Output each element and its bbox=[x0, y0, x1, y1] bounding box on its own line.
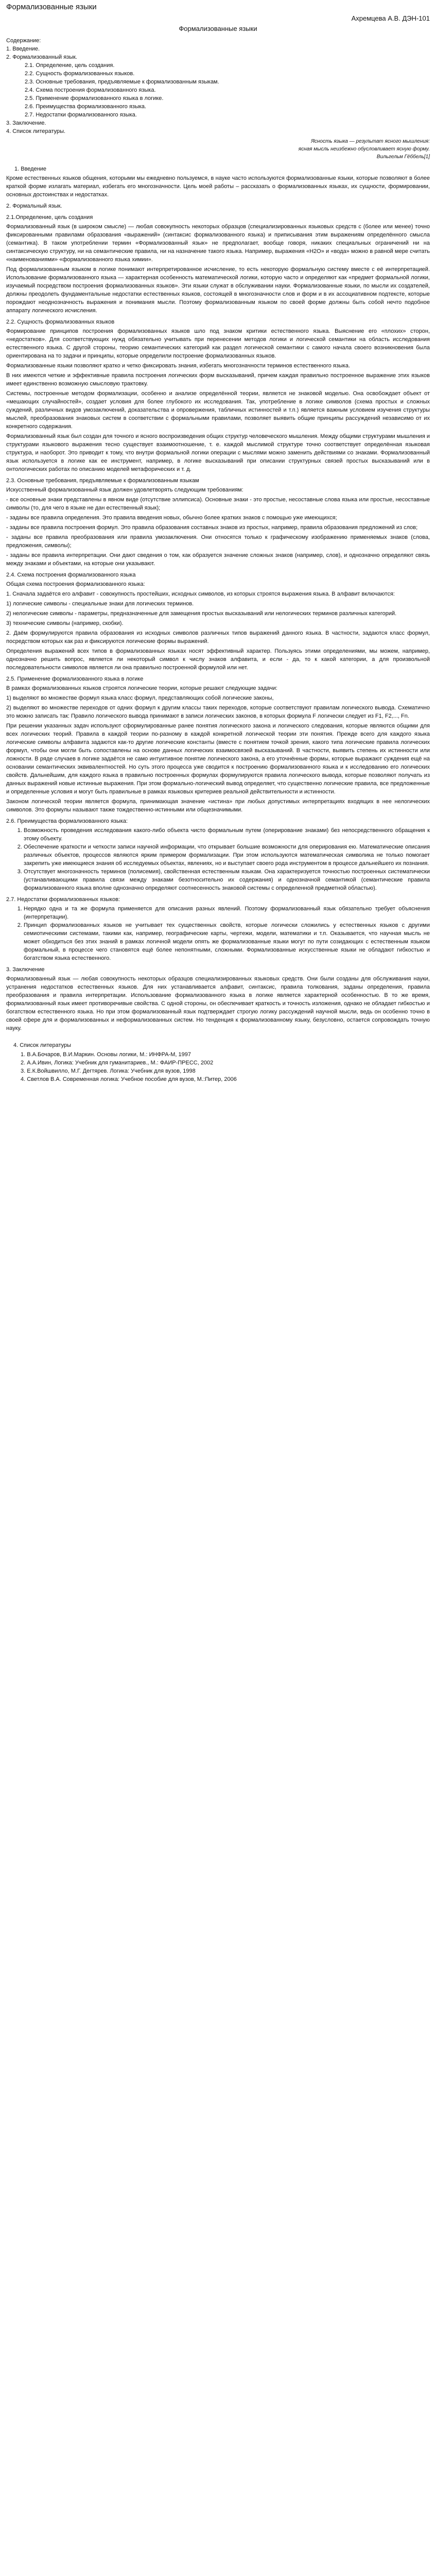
toc-item: 2.3. Основные требования, предъявляемые к формализованным языкам. bbox=[25, 79, 219, 85]
paragraph: - заданы все правила преобразования или правила умозаключения. Они относятся только к графическому изображению применяемых знаков (слова, предложения, символы); bbox=[6, 534, 430, 549]
toc-list bbox=[6, 45, 430, 135]
paragraph: 2. Даём формулируются правила образования из исходных символов различных типов выражений данного языка. В частности, задаются класс формул, посредством которых как раз и фиксируются логические формы выражений. bbox=[6, 630, 430, 645]
list-item: 2. Обеспечение краткости и четкости записи научной информации, что открывает большие возможности для оперирования ею. Математические описания различных объектов, процессов являются ярким примером формализации. При этом используются математическая символика не только помогает закрепить уже имеющиеся знания об исследуемых объектах, явлениях, но и выступает своего рода инструментом в процессе дальнейшего их познания. bbox=[24, 843, 430, 868]
paragraph: 3) технические символы (например, скобки). bbox=[6, 620, 124, 626]
paragraph: Системы, построенные методом формализации, особенно и анализе определённой теории, является не знаковой моделью. Она освобождает объект от «мешающих случайностей», создает условия для более глубокого их исследования. Так, употребление в логике символов (схема простых и сложных суждений, различных видов умозаключений, доказательства и опровержения, табличных истинностей и т.п.) является важным условием изучения структуры мыслей, преобразования знаковых систем в соответствии с формальными правилами, позволяет выявить общие принципы рассуждений независимо от их конкретного содержания. bbox=[6, 391, 430, 430]
section-heading: 2.6. Преимущества формализованного языка: bbox=[6, 818, 128, 824]
toc-item: 2.6. Преимущества формализованного языка. bbox=[25, 104, 147, 110]
reference-item: 1. В.А.Бочаров, В.И.Маркин. Основы логики, М.: ИНФРА-М, 1997 bbox=[21, 1052, 191, 1058]
list-item: 1. Нерядко одна и та же формула применяется для описания разных явлений. Поэтому формализованный язык обязательно требует объяснения (интерпретации). bbox=[24, 905, 430, 921]
toc-item: 2.4. Схема построения формализованного языка. bbox=[25, 87, 156, 93]
section-heading: 2.2. Сущность формализованных языков bbox=[6, 319, 115, 325]
toc-item: 2. Формализованный язык. bbox=[6, 54, 77, 60]
references-list bbox=[6, 1050, 430, 1083]
paragraph: Формализованный язык был создан для точного и ясного воспроизведения общих структур человеческого мышления. Между общими структурами мышления и структурами языкового выражения тесно существует взаимоотношение, т. е. каждой мыслимой структуре точно соответствует определённая языковая структура, и наоборот. Это приводит к тому, что внутри формальной логики операции с мыслями можно заменить действиями со знаками. Формализованный язык используется в логике как ее инструмент, например, в логике высказываний при описании структурных связей простых высказываний или в онтологических работах по описанию моделей метафорических и т. д. bbox=[6, 433, 430, 472]
paragraph: Формализованный язык — любая совокупность некоторых образцов специализированных языковых средств. Они были созданы для обслуживания науки, устранения недостатков естественных языков. Для них устанавливается алфавит, синтаксис, правила толкования, заданы определения, правила преобразования и правила интерпретации. Использование формализованного языка в логике является характерной особенностью. В то же время, формализованный язык имеет противоречивые свойства. С одной стороны, он обеспечивает краткость и точность изложения, однако не обладает гибкостью и богатством естественного языка. Но при этом формализованный язык подтверждает строгую логику рассуждений научной мысли, ведь он особенно точно в своей сфере для и формализованных и неформализованных систем. Но тенденция к формализованному языку, безусловно, остается сопровождать точную науку. bbox=[6, 976, 430, 1031]
list-item: 1. Возможность проведения исследования какого-либо объекта чисто формальным путем (оперирование знаками) без непосредственного обращения к этому объекту. bbox=[24, 826, 430, 843]
document-page bbox=[0, 0, 436, 1087]
references bbox=[6, 1041, 430, 1083]
paragraph: В рамках формализованных языков строятся логические теории, которые решают следующие задачи: bbox=[6, 685, 277, 691]
section-heading: 3. Заключение bbox=[6, 967, 45, 973]
paragraph: Формализованный язык (в широком смысле) — любая совокупность некоторых образцов (специализированных языковых средств с (более или менее) точно фиксированными правилами образования «выражений» (синтаксис формализованного языка) и приписывания этим выражениям определённого смысла (семантика). В таком употреблении термин «Формализованный язык» не предполагает, вообще говоря, никаких специальных ограничений ни на синтаксическую структуру, ни на семантические правила, ни на назначение такого языка. Например, выражения «Н2О» и «вода» можно в равной мере считать «наименованиями» «формализованного языка химии». bbox=[6, 224, 430, 263]
toc-item: 2.2. Сущность формализованных языков. bbox=[25, 71, 135, 77]
section-heading: 2.7. Недостатки формализованных языков: bbox=[6, 896, 120, 903]
paragraph: - все основные знаки представлены в явном виде (отсутствие эллипсиса). Основные знаки - это простые, несоставные слова языка или простые, несоставные символы (то, для чего в языке не дан естественный язык); bbox=[6, 497, 430, 511]
reference-item: 2. А.А.Ивин, Логика: Учебник для гуманитариев., М.: ФАИР-ПРЕСС, 2002 bbox=[21, 1060, 214, 1066]
document-body bbox=[6, 165, 430, 1038]
paragraph: - заданы все правила определения. Это правила введения новых, обычно более кратких знаков с помощью уже имеющихся; bbox=[6, 515, 337, 521]
paragraph: Под формализованным языком в логике понимают интерпретированное исчисление, то есть некоторую формальную систему вместе с её интерпретацией. Использование формализованного языка — характерная особенность математической логики, которую часто и определяют как «предмет формальной логики, изучаемый посредством построения формализованных языков». Эти языки служат в обслуживании науки. Формализованные языки, по мысли их создателей, должны преодолеть фундаментальные недостатки естественных языков, состоящей в многозначности слов и форм и в их ассоциативном подтексте, которые порождают неоднозначность выражения и понимания мысли. Поэтому формализованным языком по своей форме должны быть собой нечто подобное аппарату логического исчисления. bbox=[6, 266, 430, 314]
toc-item: 2.7. Недостатки формализованного языка. bbox=[25, 112, 137, 118]
section-heading: 2.4. Схема построения формализованного языка bbox=[6, 572, 136, 578]
numbered-list bbox=[6, 905, 430, 962]
main-title: Формализованные языки bbox=[179, 25, 257, 32]
toc-item: 4. Список литературы. bbox=[6, 128, 66, 134]
paragraph: - заданы все правила интерпретации. Они дают сведения о том, как образуется значение сложных знаков (например, слов), и однозначно определяют связь между знаками и объектами, на которые они указывают. bbox=[6, 552, 430, 567]
paragraph: Общая схема построения формализованного языка: bbox=[6, 581, 145, 587]
paragraph: 2) выделяют во множестве переходов от одних формул к другим классы таких переходов, которые соответствуют правилам логического вывода. Схематично это можно записать так: Правило логического вывода принимают в записи логических законов, в которых формула F логически следует из F1, F2,..., Fn. bbox=[6, 705, 430, 719]
paragraph: 1. Сначала задаётся его алфавит - совокупность простейших, исходных символов, из которых строятся выражения языка. В алфавит включаются: bbox=[6, 591, 395, 597]
references-heading: 4. Список литературы bbox=[13, 1042, 72, 1048]
toc-item: 1. Введение. bbox=[6, 46, 40, 52]
list-item: 2. Принцип формализованных языков не учитывает тех существенных свойств, которые логически сложились у естественных языков с другими семиотическими системами, такими как, например, географические карты, чертежи, модели, математики и т.п. Оказывается, что научная мысль не может обходиться без этих знаний в рамках логичной модели опять же формализованные языки могут по пути созидающих с естественным языком формальный, в процессе чего становятся ещё более непонятными, сложными. Формализованные искусственные языки не обладают гибкостью и богатством языка естественного. bbox=[24, 921, 430, 962]
paragraph: Законом логической теории является формула, принимающая значение «истина» при любых допустимых интерпретациях входящих в нее нелогических символов. Это формулы называют также тождественно-истинными или общезначимыми. bbox=[6, 799, 430, 813]
table-of-contents bbox=[6, 37, 430, 135]
list-item: 3. Отсутствует многозначность терминов (полисемия), свойственная естественным языкам. Она характеризуется точностью построенных систематически (устанавливающими правила связи между знаками безотносительно их содержания) и однозначной семантикой (семантические правила формализованного языка вполне однозначно определяют соотнесенность знаковой системы с определенной предметной областью). bbox=[24, 868, 430, 892]
reference-item: 4. Светлов В.А. Современная логика: Учебное пособие для вузов, М.:Питер, 2006 bbox=[21, 1076, 237, 1082]
paragraph: 1) выделяют во множестве формул языка класс формул, представляющих собой логические законы, bbox=[6, 695, 274, 701]
document-title: Формализованные языки bbox=[6, 3, 97, 11]
author-line: Ахремцева А.В. ДЭН-101 bbox=[351, 14, 430, 22]
epigraph bbox=[6, 138, 430, 161]
epigraph-line: Ясность языка — результат ясного мышления: bbox=[311, 139, 430, 144]
toc-item: 2.5. Применение формализованного языка в логике. bbox=[25, 95, 164, 101]
epigraph-author: Вильгельм Гёббель[1] bbox=[376, 154, 430, 160]
toc-item: 2.1. Определение, цель создания. bbox=[25, 62, 115, 69]
section-heading: 2.3. Основные требования, предъявляемые к формализованным языкам bbox=[6, 478, 199, 484]
section-heading: 2.1.Определение, цель создания bbox=[6, 214, 93, 221]
paragraph: Кроме естественных языков общения, которыми мы ежедневно пользуемся, в науке часто используются формализованные языки, которые позволяют в более краткой форме излагать материал, избегать его многозначности. Цель моей работы – рассказать о формализованных языках, их сущности, формировании, основных достоинствах и недостатках. bbox=[6, 175, 430, 198]
section-heading: 1. Введение bbox=[14, 166, 47, 172]
section-heading: 2.5. Применение формализованного языка в логике bbox=[6, 676, 144, 682]
paragraph: Формализованные языки позволяют кратко и четко фиксировать знания, избегать многозначности терминов естественного языка. bbox=[6, 363, 351, 369]
toc-item: 3. Заключение. bbox=[6, 120, 46, 126]
spacer bbox=[6, 1034, 430, 1038]
paragraph: 1) логические символы - специальные знаки для логических терминов. bbox=[6, 601, 194, 607]
toc-heading: Содержание: bbox=[6, 38, 41, 44]
paragraph: 2) нелогические символы - параметры, предназначенные для замещения простых высказываний или нелогических терминов различных категорий. bbox=[6, 611, 397, 617]
paragraph: При решении указанных задач используют сформулированные ранее понятия логического закона и логического следования, которые являются общими для всех логических теорий. Правила в каждой теории по-разному в каждой конкретной логической теории эти понятия. Прежде всего для каждого языка логические символы алфавита задаются как-то другие логические константы (вместе с понятием точкой зрения, какого типа логические правила логических формул, чтобы они могли быть сопоставлены на основе данных логических взаимосвязей высказываний. В частности, выявить степень их истинности или ложности. В ряде случаев в логике задаётся не само интуитивное понятие логического закона, а его уточнённые формы, которые выражают суждения ещё на основании семантических эквивалентностей. Но суть этого процесса уже сводится к построению формализованного языка и к исследованию его логических свойств. Дальнейшим, для каждого языка в правильно построенных формулах формулируются правила логического вывода, которые позволяют получать из данных выражений новые истинные выражения. При этом формально-логический вывод определяет, что существенно логические правила, все предложенные и определенные условия и могут быть правильные в рамках языковых критериев реальной действительности и истинности. bbox=[6, 723, 430, 795]
paragraph: В них имеются четкие и эффективные правила построения логических форм высказываний, причем каждая правильно построенное выражение этих языков имеет единственно возможную смысловую трактовку. bbox=[6, 372, 430, 387]
numbered-list bbox=[6, 826, 430, 892]
reference-item: 3. Е.К.Войшвилло, М.Г. Дегтярев. Логика: Учебник для вузов, 1998 bbox=[21, 1068, 196, 1074]
paragraph: Определения выражений всех типов в формализованных языках носят эффективный характер. Пользуясь этими определениями, мы можем, например, однозначно решить вопрос, является ли некоторый символ к числу знаков алфавита, и если - да, то к какой категории, а для произвольной последовательности символов является ли она правильно построенной формулой или нет. bbox=[6, 648, 430, 671]
epigraph-line: ясная мысль неизбежно обусловливает ясную форму. bbox=[298, 146, 430, 152]
paragraph: Формирование принципов построения формализованных языков шло под знаком критики естественного языка. Выяснение его «плохих» сторон, «недостатков». Для соответствующих нужд обязательно учитывать при перенесении методов логики и логической семантики на область исследования естественного языка. С другой стороны, теорию семантических категорий как раздел логической семантики с самого начала своего возникновения была ориентирована на то задачи и принципы, которые определили построение формализованных языков. bbox=[6, 328, 430, 359]
section-heading: 2. Формальный язык. bbox=[6, 203, 62, 209]
paragraph: - заданы все правила построения формул. Это правила образования составных знаков из простых, например, правила образования предложений из слов; bbox=[6, 524, 418, 531]
paragraph: Искусственный формализованный язык должен удовлетворять следующим требованиям: bbox=[6, 487, 243, 493]
